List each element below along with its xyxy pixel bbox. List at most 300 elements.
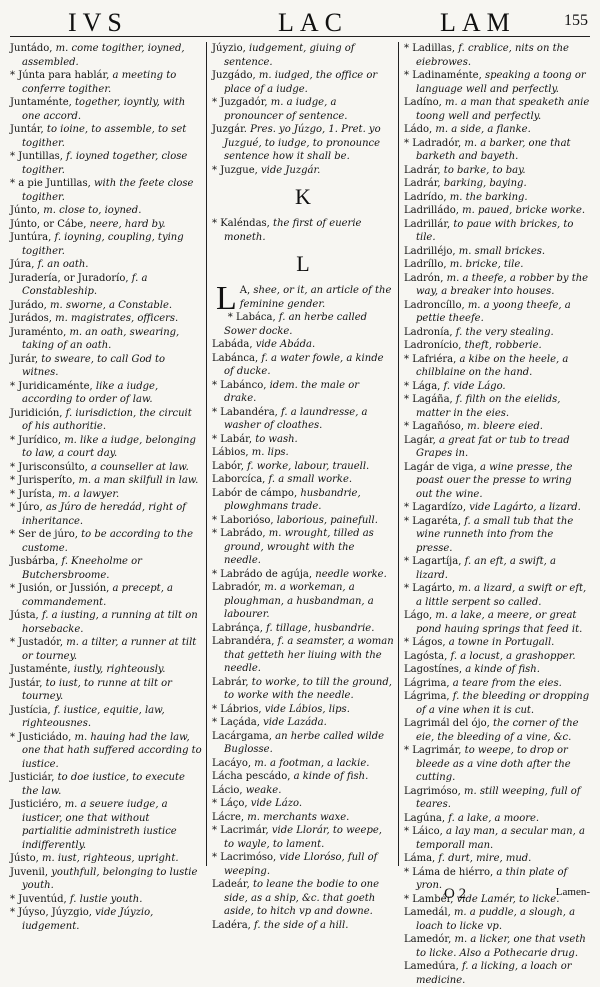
dictionary-entry [10, 798, 202, 852]
definition: like a iudge, according to order of law. [22, 380, 159, 405]
headword: Jústo, [10, 853, 39, 864]
definition: a kinde of fish. [293, 771, 369, 782]
dictionary-entry [10, 434, 202, 461]
page-footer [10, 886, 590, 904]
definition: theft, robberie. [464, 340, 542, 351]
definition: an herbe called wilde Buglosse. [224, 730, 385, 755]
definition: f. a small worke. [268, 474, 353, 485]
headword: Juntádo, [10, 43, 53, 54]
column-1 [10, 42, 202, 932]
headword: Juzgue, [220, 164, 258, 176]
dictionary-entry [404, 69, 590, 96]
headword: Lágo, [404, 610, 433, 621]
headword: Lamedór, [404, 934, 452, 945]
headword: Juntár, [10, 124, 44, 135]
dictionary-entry [10, 123, 202, 150]
dictionary-entry [404, 218, 590, 245]
headword: Lábios, [212, 447, 249, 458]
page-number: 155 [564, 12, 588, 29]
headword: Laborióso, [220, 514, 274, 526]
dictionary-entry [10, 258, 202, 272]
headword: Lagartíja, [412, 556, 462, 567]
headword: Justícia, [10, 704, 51, 716]
dictionary-entry [212, 676, 394, 703]
dictionary-entry [212, 811, 394, 825]
headword: Labrandéra, [212, 636, 275, 647]
definition: m. a man that speaketh anie toong well and perfectly. [416, 97, 590, 122]
dictionary-entry [10, 906, 202, 933]
headword: Laborcíca, [212, 474, 266, 485]
headword: Juntillas, [18, 151, 63, 162]
dictionary-entry [212, 42, 394, 69]
dictionary-entry [10, 272, 202, 299]
headword: Jurádo, [10, 299, 47, 311]
definition: m. sworne, a Constable. [49, 299, 173, 311]
headword: Justadór, [18, 637, 64, 648]
dictionary-entry [404, 461, 590, 502]
headword: Juvenil, [10, 866, 49, 878]
headword: Lagáña, [412, 394, 453, 405]
headword: Lágos, [412, 637, 446, 648]
dictionary-entry [404, 434, 590, 461]
dictionary-entry [404, 582, 590, 609]
headword: Jurísta, [18, 488, 55, 500]
headword: Júnta para hablár, [18, 70, 110, 81]
dictionary-entry [212, 622, 394, 636]
dictionary-entry [404, 137, 590, 164]
headword: Ladroncíllo, [404, 299, 465, 311]
headword: Justiciéro, [10, 799, 62, 810]
definition: f. an oath. [37, 259, 89, 270]
definition: m. a lake, a meere, or great pond hauing springs that feed it. [416, 610, 583, 635]
definition: m. paued, bricke worke. [462, 205, 586, 216]
definition: to wash. [255, 433, 298, 445]
definition: husbandrie, plowghmans trade. [224, 487, 361, 512]
definition: f. a locust, a grashopper. [450, 650, 576, 662]
definition: m. an oath, swearing, taking of an oath. [22, 326, 180, 351]
definition: m. iust, righteous, upright. [42, 853, 179, 864]
headword: Lacáyo, [212, 757, 252, 769]
dictionary-entry [10, 501, 202, 528]
headword: Júnto, or Cábe, [10, 218, 87, 230]
definition: speaking a toong or language well and perfectly. [416, 70, 586, 95]
definition: idem. the male or drake. [224, 379, 360, 404]
headword: Jurídico, [18, 434, 62, 446]
headword: Júyso, Júyzgio, [18, 907, 92, 918]
definition: a meeting to conferre togither. [22, 70, 177, 95]
definition: m. a lawyer. [58, 488, 120, 500]
definition: f. ioyned together, close togither. [22, 151, 188, 176]
dictionary-entry [10, 177, 202, 204]
definition: to leane the bodie to one side, as a ship, &c. that goeth aside, to hitch vp and downe. [224, 879, 380, 917]
headword: Lácha pescádo, [212, 771, 291, 782]
dictionary-entry [404, 663, 590, 677]
headword: Justiciár, [10, 772, 55, 783]
dictionary-entry [404, 272, 590, 299]
definition: vide Lloróso, full of weeping. [224, 852, 378, 877]
dictionary-entry [404, 785, 590, 812]
headword: Ladrár, [404, 178, 441, 189]
dictionary-entry [404, 204, 590, 218]
definition: f. filth on the eielids, matter in the eies. [416, 394, 561, 419]
dictionary-entry [404, 906, 590, 933]
dictionary-entry [10, 231, 202, 258]
definition: m. a seuere iudge, a iusticer, one that without partialitie administreth iustice indifferently. [22, 799, 177, 851]
headword: Ladeár, [212, 879, 250, 890]
dictionary-entry [212, 527, 394, 568]
dictionary-entry [404, 123, 590, 137]
headword: Juventúd, [18, 893, 67, 905]
dictionary-entry [212, 770, 394, 784]
definition: f. the bleeding or dropping of a vine when it is cut. [416, 691, 590, 716]
definition: f. a seamster, a woman that getteth her liuing with the needle. [224, 636, 394, 674]
dictionary-entry [212, 757, 394, 771]
definition: f. a small tub that the wine runneth into from the presse. [416, 515, 574, 554]
dictionary-entry [10, 42, 202, 69]
definition: to ioine, to assemble, to set togither. [22, 124, 187, 149]
dictionary-entry [404, 555, 590, 582]
dictionary-entry [212, 379, 394, 406]
headword: Jusión, or Jussión, [18, 583, 110, 594]
dictionary-entry [404, 501, 590, 515]
dictionary-entry [212, 433, 394, 447]
headword: Justár, [10, 677, 43, 689]
headword: Jústa, [10, 610, 39, 621]
headword: Lagardízo, [412, 502, 467, 513]
dictionary-entry [404, 677, 590, 691]
dictionary-entry [10, 461, 202, 475]
headword: Lagár, [404, 434, 436, 446]
headword: Justiciádo, [18, 731, 72, 743]
running-head-left: IVS [68, 8, 128, 37]
definition: to sweare, to call God to witnes. [22, 353, 166, 378]
headword: Lagañóso, [412, 421, 464, 432]
drop-capital: L [216, 280, 237, 317]
definition: vide Júyzio, iudgement. [22, 907, 154, 932]
definition: weake. [245, 784, 282, 796]
definition: m. still weeping, full of teares. [416, 785, 581, 810]
definition: m. merchants waxe. [247, 811, 350, 823]
dictionary-entry [10, 218, 202, 232]
headword: Lagrimál del ójo, [404, 718, 490, 729]
dictionary-entry [404, 420, 590, 434]
definition: m. a side, a flanke. [435, 124, 531, 135]
definition: f. the side of a hill. [254, 919, 349, 931]
dictionary-entry [10, 731, 202, 772]
dictionary-entry [10, 609, 202, 636]
dictionary-entry [10, 555, 202, 582]
headword: Ladronício, [404, 340, 462, 351]
dictionary-entry [212, 730, 394, 757]
headword: Lagúna, [404, 812, 446, 824]
definition: f. a Constableship. [22, 272, 148, 297]
definition: with the feete close togither. [22, 178, 194, 203]
definition: f. tillage, husbandrie. [266, 622, 375, 634]
definition: m. the barking. [449, 191, 528, 203]
dictionary-entry [10, 380, 202, 407]
definition: a counseller at law. [90, 461, 189, 473]
headword: Labánca, [212, 352, 259, 364]
definition: m. a puddle, a slough, a loach to licke vp. [416, 907, 576, 932]
dictionary-entry [212, 338, 394, 352]
headword: Júnto, [10, 205, 41, 216]
headword: Ladillas, [412, 43, 456, 54]
headword: Lacrimár, [220, 825, 269, 836]
dictionary-entry [212, 703, 394, 717]
headword: Ladradór, [412, 137, 462, 149]
definition: vide Lazáda. [263, 717, 327, 728]
headword: Labár, [220, 433, 253, 445]
dictionary-entry [404, 191, 590, 205]
dictionary-entry [212, 69, 394, 96]
headword: Juzgár. [212, 124, 247, 135]
definition: a great fat or tub to tread Grapes in. [416, 434, 570, 459]
definition: a kinde of fish. [465, 664, 540, 675]
headword: Lagár de viga, [404, 461, 477, 473]
running-head [10, 6, 590, 37]
definition: m. a licker, one that vseth to licke. Also a Pothecarie drug. [416, 934, 586, 959]
headword: Ladrilléjo, [404, 245, 456, 257]
headword: Labradór, [212, 582, 262, 593]
headword: Jurisconsúlto, [18, 461, 88, 473]
definition: f. a water fowle, a kinde of ducke. [224, 352, 384, 377]
headword: Labrár, [212, 676, 249, 688]
definition: f. a lake, a moore. [448, 812, 540, 824]
definition: m. small brickes. [458, 245, 546, 257]
headword: Labór, [212, 460, 244, 472]
headword: Lacrimóso, [220, 852, 277, 863]
headword: Lambér, [412, 893, 454, 905]
headword: Lafriéra, [412, 353, 457, 365]
signature-mark: O 2 [444, 886, 467, 902]
column-rule [206, 42, 207, 866]
headword: Juridicaménte, [18, 380, 93, 392]
definition: f. a licking, a loach or medicine. [416, 961, 572, 986]
headword: Lágrima, [404, 677, 450, 689]
headword: Jusbárba, [10, 556, 59, 567]
dictionary-entry [212, 96, 394, 123]
dictionary-entry [10, 852, 202, 866]
definition: vide Lábios, lips. [264, 703, 350, 715]
definition: laborious, painefull. [276, 514, 378, 526]
dictionary-entry [404, 960, 590, 987]
headword: Júro, [18, 502, 43, 513]
dictionary-entry [10, 582, 202, 609]
column-2 [212, 42, 394, 931]
headword: Juradería, or Juradorío, [10, 272, 129, 284]
headword: Juntúra, [10, 232, 52, 243]
dictionary-entry [212, 919, 394, 933]
definition: together, ioyntly, with one accord. [22, 97, 186, 122]
definition: the corner of the eie, the bleeding of a vine, &c. [416, 718, 579, 743]
headword: Ladéra, [212, 919, 251, 931]
headword: Ladrído, [404, 191, 447, 203]
headword: Lábrios, [220, 703, 262, 715]
headword: Labór de cámpo, [212, 487, 298, 499]
dictionary-entry [212, 352, 394, 379]
definition: f. the very stealing. [455, 326, 554, 338]
definition: a towne in Portugall. [448, 637, 555, 648]
dictionary-entry [10, 771, 202, 798]
headword: A, [239, 285, 251, 296]
headword: Labránça, [212, 622, 263, 634]
headword: Juridición, [10, 407, 63, 419]
definition: f. lustie youth. [69, 893, 143, 905]
dictionary-entry [10, 636, 202, 663]
dictionary-entry [404, 933, 590, 960]
headword: Ladrón, [404, 272, 444, 284]
definition: m. a lizard, a swift or eft, a little serpent so called. [416, 583, 587, 608]
column-rule [398, 42, 399, 866]
definition: to paue with brickes, to tile. [416, 218, 574, 243]
headword: Láma, [404, 853, 436, 864]
definition: f. an eft, a swift, a lizard. [416, 556, 556, 581]
headword: Jurár, [10, 353, 39, 365]
dictionary-entry [212, 217, 394, 244]
headword: Juzgádo, [212, 70, 256, 81]
headword: Láico, [412, 826, 443, 837]
definition: f. crablice, nits on the eiebrowes. [416, 43, 569, 68]
dictionary-entry [10, 474, 202, 488]
dictionary-entry [212, 311, 394, 338]
dictionary-entry [10, 204, 202, 218]
dictionary-entry [404, 515, 590, 556]
headword: Lagaréta, [412, 515, 462, 527]
definition: vide Abáda. [255, 339, 316, 350]
headword: Labrádo de agúja, [220, 568, 313, 580]
headword: Lagostínes, [404, 664, 463, 675]
headword: Ladrilládo, [404, 205, 459, 216]
dictionary-entry [212, 716, 394, 730]
dictionary-entry [212, 581, 394, 622]
dictionary-entry [212, 446, 394, 460]
dictionary-entry [404, 177, 590, 191]
headword: Ser de júro, [18, 529, 78, 540]
definition: m. a workeman, a ploughman, a husbandman, a labourer. [224, 582, 374, 620]
headword: Lácre, [212, 811, 245, 823]
definition: a lay man, a secular man, a temporall man. [416, 826, 585, 851]
definition: vide Lagárto, a lizard. [469, 502, 581, 513]
definition: a teare from the eies. [452, 677, 562, 689]
definition: to iust, to runne at tilt or tourney. [22, 677, 172, 702]
dictionary-entry [10, 528, 202, 555]
headword: Labáda, [212, 339, 253, 350]
headword: Ladrár, [404, 164, 441, 176]
dictionary-entry [10, 96, 202, 123]
headword: Lamedál, [404, 907, 451, 918]
definition: m. magistrates, officers. [55, 313, 179, 324]
headword: Ladronía, [404, 326, 453, 338]
headword: Lacárgama, [212, 730, 272, 742]
definition: iudgement, giuing of sentence. [224, 43, 355, 68]
dictionary-entry [404, 42, 590, 69]
dictionary-entry [10, 312, 202, 326]
dictionary-entry [212, 164, 394, 178]
definition: m. a iudge, a pronouncer of sentence. [224, 97, 348, 122]
dictionary-entry [212, 123, 394, 164]
dictionary-entry [404, 245, 590, 259]
definition: needle worke. [315, 568, 387, 580]
definition: Pres. yo Júzgo, 1. Pret. yo Juzgué, to iudge, to pronounce sentence how it shall be. [224, 124, 381, 162]
definition: f. ioyning, coupling, tying togither. [22, 232, 184, 257]
dictionary-entry [212, 635, 394, 676]
dictionary-entry [404, 164, 590, 178]
dictionary-entry [212, 824, 394, 851]
definition: m. bleere eied. [467, 421, 543, 432]
dictionary-entry [404, 339, 590, 353]
definition: as Júro de heredád, right of inheritance. [22, 502, 186, 527]
dictionary-entry [404, 353, 590, 380]
definition: vide Juzgár. [261, 164, 321, 176]
definition: barking, baying. [443, 178, 527, 189]
headword: Júyzio, [212, 43, 246, 54]
definition: m. bricke, tile. [449, 259, 524, 270]
definition: m. wrought, tilled as ground, wrought with the needle. [224, 528, 374, 566]
headword: Juntaménte, [10, 97, 72, 108]
dictionary-entry [212, 460, 394, 474]
definition: to doe iustice, to execute the law. [22, 772, 185, 797]
definition: f. a iusting, a running at tilt on horsebacke. [22, 610, 198, 635]
dictionary-entry [10, 150, 202, 177]
definition: a thin plate of yron. [416, 866, 568, 891]
dictionary-entry [404, 852, 590, 866]
dictionary-entry [404, 258, 590, 272]
headword: Lamedúra, [404, 961, 459, 972]
definition: m. a man skilfull in law. [78, 475, 199, 486]
dictionary-entry [404, 380, 590, 394]
definition: a wine presse, the poast ouer the presse to wring out the wine. [416, 461, 573, 500]
dictionary-entry [10, 326, 202, 353]
dictionary-entry [404, 650, 590, 664]
dictionary-entry [10, 677, 202, 704]
dictionary-entry [404, 636, 590, 650]
definition: neere, hard by. [89, 218, 166, 230]
definition: youthfull, belonging to lustie youth. [22, 866, 198, 891]
headword: Jurisperíto, [18, 475, 76, 486]
dictionary-entry [212, 797, 394, 811]
definition: f. an herbe called Sower docke. [224, 312, 368, 337]
headword: Ladrillár, [404, 218, 451, 230]
dictionary-entry [212, 487, 394, 514]
headword: Lagárto, [412, 583, 456, 594]
headword: Labánco, [220, 379, 267, 391]
headword: Ladríllo, [404, 259, 447, 270]
headword: Kaléndas, [220, 218, 270, 229]
headword: Justaménte, [10, 664, 71, 675]
definition: m. like a iudge, belonging to law, a court day. [22, 434, 196, 459]
dictionary-entry [404, 299, 590, 326]
definition: a kibe on the heele, a chilblaine on the hand. [416, 353, 569, 378]
dictionary-entry [10, 488, 202, 502]
dictionary-entry [404, 825, 590, 852]
definition: the first of euerie moneth. [224, 218, 362, 243]
definition: a precept, a commandement. [22, 583, 174, 608]
definition: m. hauing had the law, one that hath suffered according to iustice. [22, 731, 202, 770]
definition: m. close to, ioyned. [43, 205, 142, 216]
definition: f. vide Lágo. [443, 380, 506, 392]
definition: to be according to the custome. [22, 529, 194, 554]
dictionary-entry [212, 280, 394, 317]
running-head-right: LAM [440, 8, 516, 37]
definition: shee, or it, an article of the feminine gender. [239, 285, 392, 310]
headword: Labandéra, [220, 406, 278, 418]
definition: to weepe, to drop or bleede as a vine doth after the cutting. [416, 745, 571, 783]
headword: Ládo, [404, 124, 433, 135]
catchword: Lamen- [555, 886, 590, 898]
definition: f. worke, labour, trauell. [247, 460, 370, 472]
definition: vide Lázo. [250, 798, 303, 809]
headword: a pie Juntillas, [18, 178, 91, 189]
